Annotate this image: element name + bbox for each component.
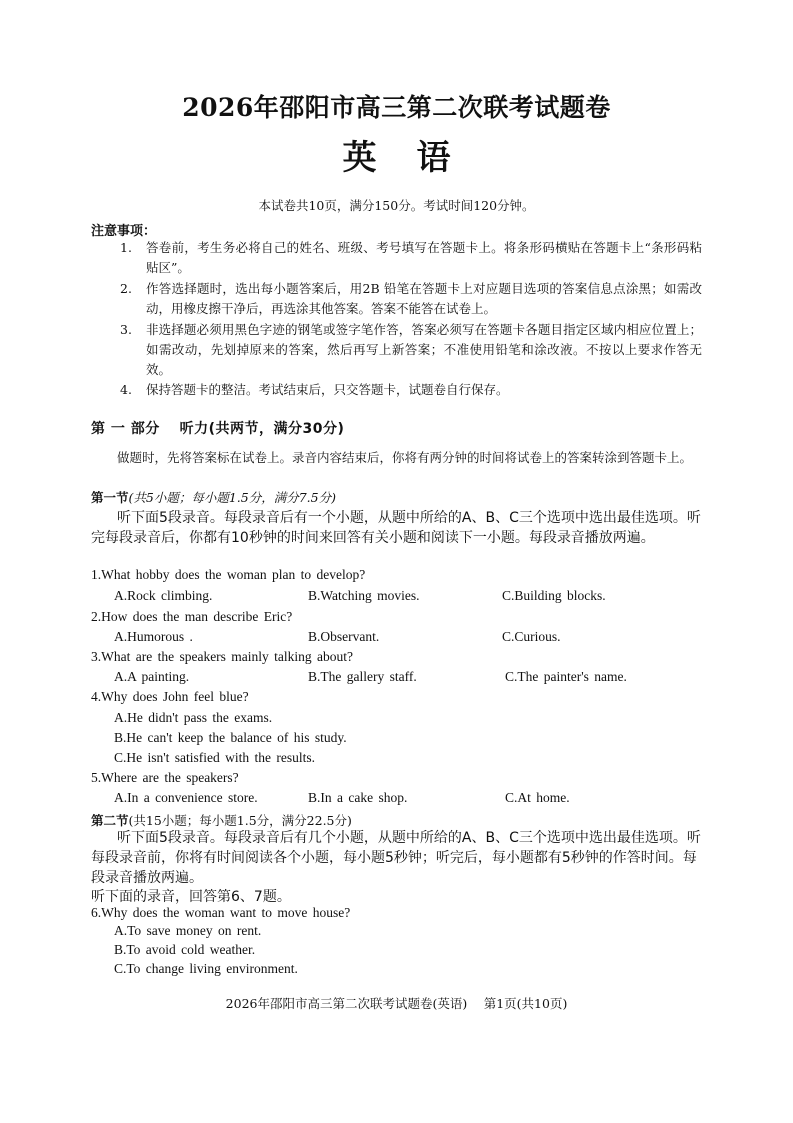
option-b: B.Watching movies. [308, 588, 420, 603]
question-6: 6.Why does the woman want to move house? [91, 905, 351, 920]
page-footer: 2026年邵阳市高三第二次联考试题卷(英语) 第1页(共10页) [225, 996, 568, 1011]
section-one-note: (共5小题；每小题1.5分，满分7.5分) [128, 490, 336, 505]
question-3: 3.What are the speakers mainly talking about? [91, 649, 354, 664]
option-c: C.Curious. [502, 629, 561, 644]
notice-item-text: 保持答题卡的整洁。考试结束后，只交答题卡，试题卷自行保存。 [146, 382, 509, 397]
subject-char-1: 英 [342, 138, 377, 178]
option-c: C.Building blocks. [502, 588, 606, 603]
question-5: 5.Where are the speakers? [91, 770, 239, 785]
subject-title [0, 130, 793, 179]
notice-item-number: 1. [120, 240, 132, 255]
option-b: B.He can't keep the balance of his study. [114, 730, 347, 745]
option-a: A.Rock climbing. [114, 588, 213, 603]
option-a: A.Humorous . [114, 629, 193, 644]
option-b: B.Observant. [308, 629, 380, 644]
section-one-instructions: 听下面5段录音。每段录音后有一个小题，从题中所给的A、B、C三个选项中选出最佳选项。听完每段录音后，你都有10秒钟的时间来回答有关小题和阅读下一小题。每段录音播放两遍。 [91, 510, 701, 546]
notice-item-text: 非选择题必须用黑色字迹的钢笔或签字笔作答，答案必须写在答题卡各题目指定区域内相应位置上；如需改动，先划掉原来的答案，然后再写上新答案；不准使用铅笔和涂改液。不按以上要求作答无效。 [146, 322, 702, 377]
exam-title: 2026年邵阳市高三第二次联考试题卷 [182, 93, 611, 122]
option-c: C.The painter's name. [505, 669, 627, 684]
section-two-label: 第二节 [91, 813, 129, 828]
section-two-note: (共15小题；每小题1.5分，满分22.5分) [128, 813, 352, 828]
exam-info: 本试卷共10页，满分150分。考试时间120分钟。 [258, 198, 535, 213]
notice-item-text: 答卷前，考生务必将自己的姓名、班级、考号填写在答题卡上。将条形码横贴在答题卡上“条形码粘贴区”。 [146, 240, 702, 275]
notice-item-number: 2. [120, 281, 132, 296]
section-one-label: 第一节 [91, 490, 129, 505]
question-1: 1.What hobby does the woman plan to develop? [91, 567, 366, 582]
option-a: A.A painting. [114, 669, 190, 684]
option-a: A.To save money on rent. [114, 923, 262, 938]
question-2: 2.How does the man describe Eric? [91, 609, 293, 624]
option-c: C.At home. [505, 790, 570, 805]
notice-item-text: 作答选择题时，选出每小题答案后，用2B 铅笔在答题卡上对应题目选项的答案信息点涂黑；如需改动，用橡皮擦干净后，再选涂其他答案。答案不能答在试卷上。 [146, 281, 702, 316]
notice-item-number: 3. [120, 322, 132, 337]
option-c: C.To change living environment. [114, 961, 298, 976]
notice-heading: 注意事项： [91, 224, 157, 239]
option-a: A.In a convenience store. [114, 790, 258, 805]
subject-char-2: 语 [416, 138, 451, 178]
notice-item-number: 4. [120, 382, 132, 397]
section-two-lead: 听下面的录音，回答第6、7题。 [91, 889, 291, 905]
option-c: C.He isn't satisfied with the results. [114, 750, 316, 765]
question-4: 4.Why does John feel blue? [91, 689, 249, 704]
part-one-heading: 第 一 部分 听力(共两节，满分30分) [91, 421, 345, 437]
section-one-heading [91, 488, 336, 506]
section-two-instructions: 听下面5段录音。每段录音后有几个小题，从题中所给的A、B、C三个选项中选出最佳选项。听每段录音前，你将有时间阅读各个小题，每小题5秒钟；听完后，每小题都有5秒钟的作答时间。每段录音播放两遍。 [91, 830, 701, 886]
option-a: A.He didn't pass the exams. [114, 710, 273, 725]
part-one-intro: 做题时，先将答案标在试卷上。录音内容结束后，你将有两分钟的时间将试卷上的答案转涂到答题卡上。 [117, 450, 693, 465]
option-b: B.To avoid cold weather. [114, 942, 256, 957]
option-b: B.The gallery staff. [308, 669, 417, 684]
section-two-heading [91, 811, 352, 829]
option-b: B.In a cake shop. [308, 790, 408, 805]
